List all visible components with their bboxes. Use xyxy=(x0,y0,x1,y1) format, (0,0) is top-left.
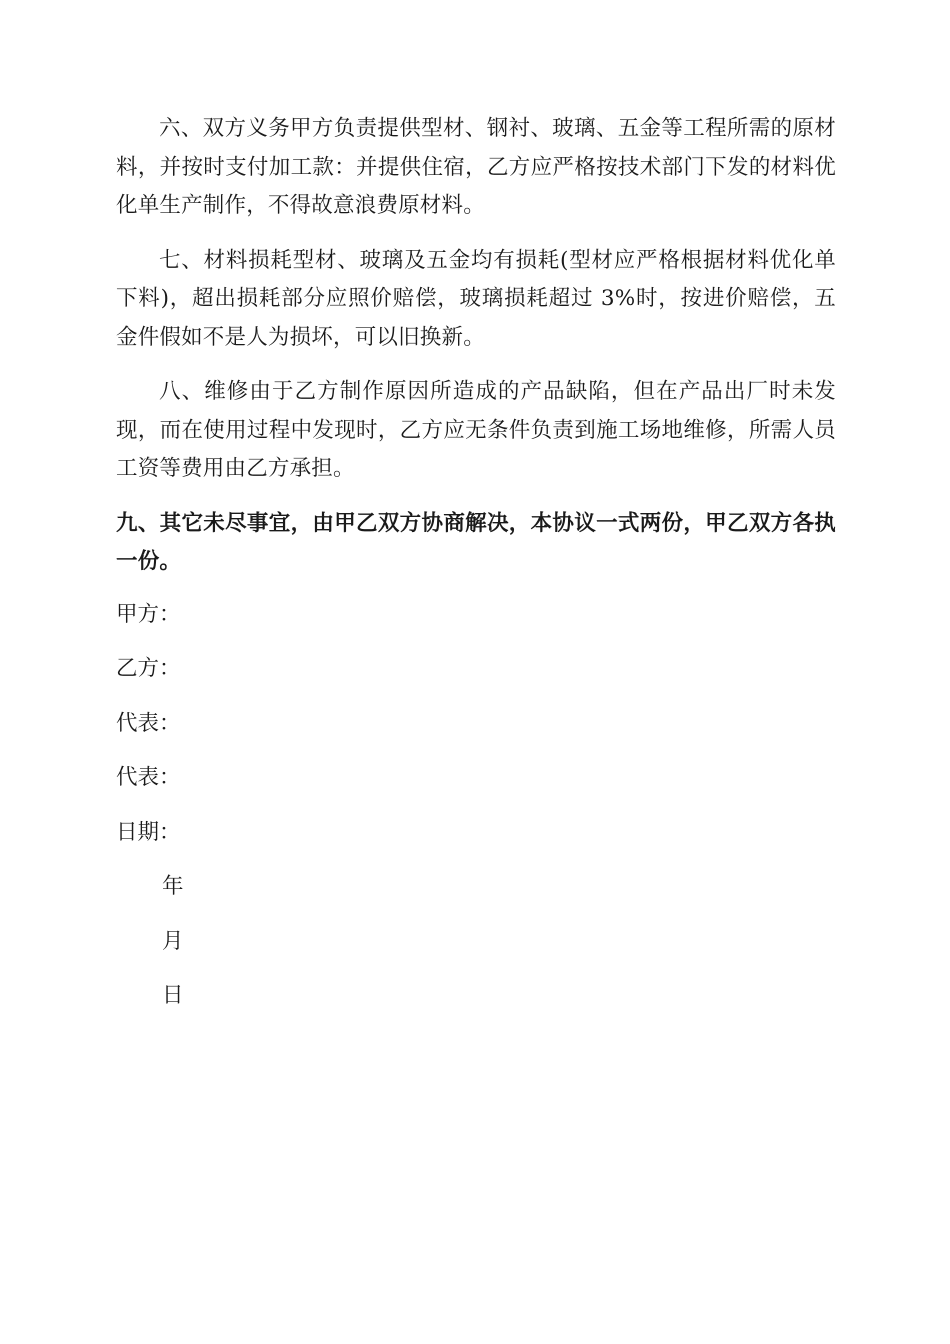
party-b-label: 乙方： xyxy=(116,656,181,681)
month-label: 月 xyxy=(162,928,184,954)
date-label: 日期： xyxy=(116,819,181,845)
day-label: 日 xyxy=(162,983,184,1008)
party-a-label: 甲方： xyxy=(116,601,181,627)
clause-six: 六、双方义务甲方负责提供型材、钢衬、玻璃、五金等工程所需的原材料，并按时支付加工款：并提供住宿，乙方应严格按技术部门下发的材料优化单生产制作，不得故意浪费原材料。 xyxy=(116,116,836,218)
representative-label-2: 代表： xyxy=(116,765,181,790)
year-label: 年 xyxy=(162,874,184,899)
signature-block xyxy=(116,596,836,1016)
representative-label: 代表： xyxy=(116,710,181,736)
clause-nine: 九、其它未尽事宜，由甲乙双方协商解决，本协议一式两份，甲乙双方各执一份。 xyxy=(116,510,836,574)
document-page xyxy=(116,110,836,1032)
clause-seven: 七、材料损耗型材、玻璃及五金均有损耗(型材应严格根据材料优化单下料)，超出损耗部分应照价赔偿，玻璃损耗超过 3%时，按进价赔偿，五金件假如不是人为损坏，可以旧换新。 xyxy=(116,247,836,350)
clause-eight: 八、维修由于乙方制作原因所造成的产品缺陷，但在产品出厂时未发现，而在使用过程中发现时，乙方应无条件负责到施工场地维修，所需人员工资等费用由乙方承担。 xyxy=(116,379,836,481)
